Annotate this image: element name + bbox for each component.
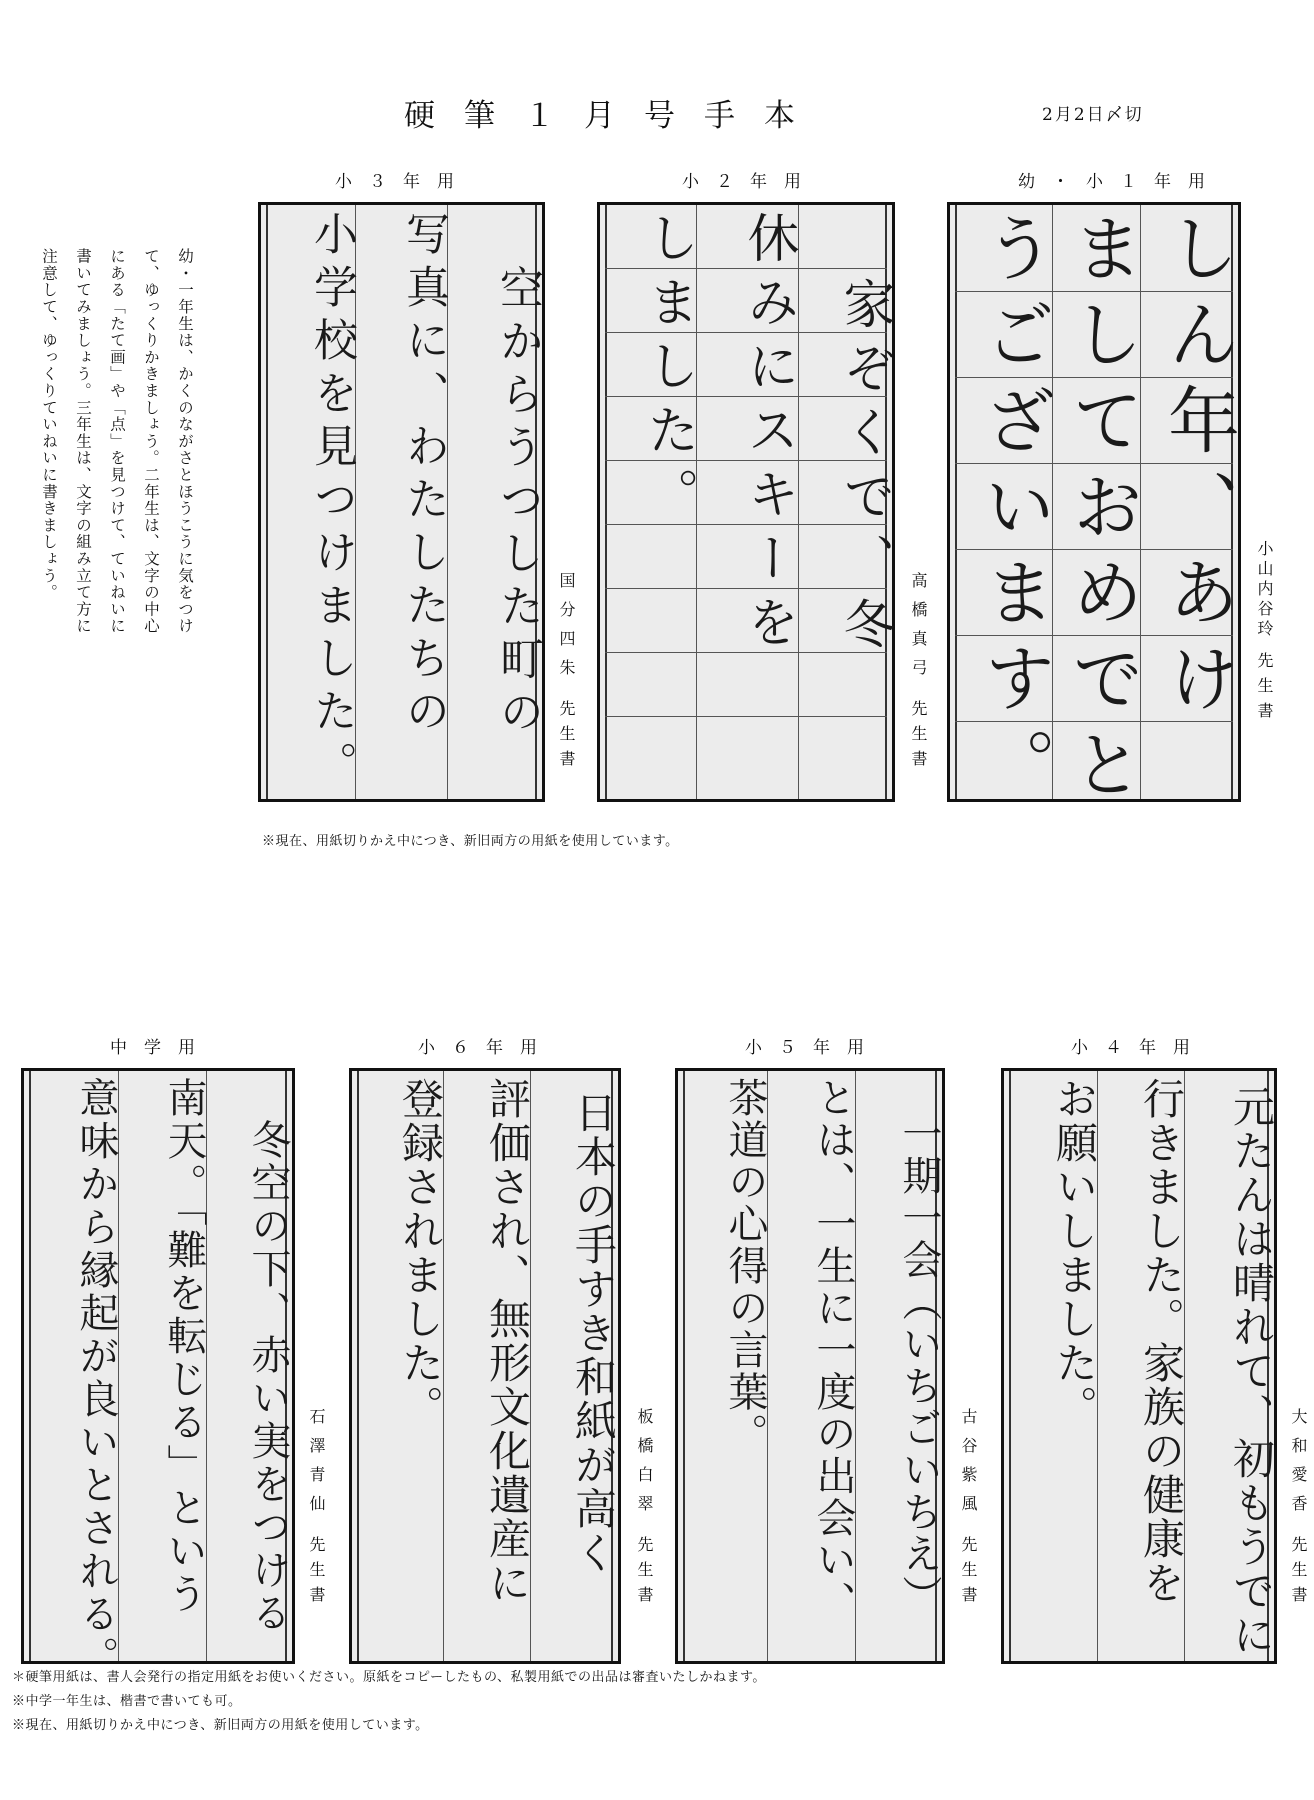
text-column-3: 小学校を見つけました。 <box>306 211 357 794</box>
grade-label-grade2: 小２年用 <box>682 172 818 192</box>
text-column-3: うございます。 <box>972 211 1056 813</box>
text-column-2: 南天。「難を転じる」という <box>161 1077 207 1616</box>
text-column-1: 冬空の下、赤い実をつける <box>245 1119 291 1635</box>
sheet-junior-high <box>21 1068 295 1679</box>
grade-label-grade5: 小５年用 <box>745 1038 881 1058</box>
deadline: 2月2日〆切 <box>1042 105 1144 125</box>
teacher-credit-grade5: 古谷紫風先生書 <box>959 1408 978 1611</box>
grade-label-grade1: 幼・小１年用 <box>1018 172 1222 192</box>
teacher-credit-grade2: 高橋真弓先生書 <box>909 572 928 775</box>
text-column-2: ましておめでと <box>1060 211 1144 813</box>
teacher-credit-grade4: 大和愛香先生書 <box>1289 1408 1308 1611</box>
text-column-3: 茶道の心得の言葉。 <box>722 1077 768 1455</box>
text-column-2: 休みにスキーを <box>738 211 798 659</box>
teacher-credit-junior-high: 石澤青仙先生書 <box>307 1408 326 1611</box>
footer-note-1: ＊硬筆用紙は、書人会発行の指定用紙をお使いください。原紙をコピーしたもの、私製用紙での出品は審査いたしかねます。 <box>12 1670 766 1685</box>
grade-label-junior-high: 中学用 <box>110 1038 212 1058</box>
text-column-2: 行きました。家族の健康を <box>1137 1077 1186 1605</box>
text-column-3: しました。 <box>638 211 698 531</box>
sheet-grade4 <box>1001 1068 1277 1664</box>
sheet-grade3 <box>258 202 545 802</box>
sheet-grade2 <box>597 202 895 802</box>
teacher-credit-grade3: 国分四朱先生書 <box>557 572 576 775</box>
footer-note-3: ※現在、用紙切りかえ中につき、新旧両方の用紙を使用しています。 <box>12 1718 429 1733</box>
text-column-1: 元たんは晴れて、初もうでに <box>1227 1085 1276 1657</box>
grade-label-grade6: 小６年用 <box>418 1038 554 1058</box>
text-column-2: とは、一生に一度の出会い、 <box>810 1077 856 1623</box>
text-column-2: 評価され、無形文化遺産に <box>483 1077 532 1605</box>
instructions-text: 幼・一年生は、かくのながさとほうこうに気をつけて、ゆっくりかきましょう。二年生は、文字の中心にある「たて画」や「点」を見つけて、ていねいに書いてみましょう。三年生は、文字の組み立て方に注意して、ゆっくりていねいに書きましょう。 <box>40 248 194 635</box>
grade-label-grade4: 小４年用 <box>1071 1038 1207 1058</box>
sheet-grade1 <box>947 202 1241 813</box>
text-column-2: 写真に、わたしたちの <box>398 211 449 741</box>
page-title: 硬筆１月号手本 <box>404 98 824 134</box>
text-column-1: しん年、あけ <box>1156 211 1240 727</box>
grade-label-grade3: 小３年用 <box>335 172 471 192</box>
text-column-1: 家ぞくで、冬 <box>834 277 894 661</box>
sheet-grade6 <box>349 1068 621 1664</box>
text-column-1: 日本の手すき和紙が高く <box>569 1091 618 1575</box>
text-column-3: 登録されました。 <box>396 1077 445 1429</box>
text-column-3: お願いしました。 <box>1050 1077 1099 1429</box>
footer-note-2: ※中学一年生は、楷書で書いても可。 <box>12 1694 242 1709</box>
sheet-grade5 <box>675 1068 945 1664</box>
text-column-1: 一期一会（いちごいちえ） <box>896 1113 942 1617</box>
top-note: ※現在、用紙切りかえ中につき、新旧両方の用紙を使用しています。 <box>262 834 679 849</box>
teacher-credit-grade1: 小山内谷玲先生書 <box>1255 540 1274 727</box>
text-column-3: 意味から縁起が良いとされる。 <box>73 1077 119 1679</box>
teacher-credit-grade6: 板橋白翠先生書 <box>635 1408 654 1611</box>
text-column-1: 空からうつした町の <box>492 265 543 742</box>
